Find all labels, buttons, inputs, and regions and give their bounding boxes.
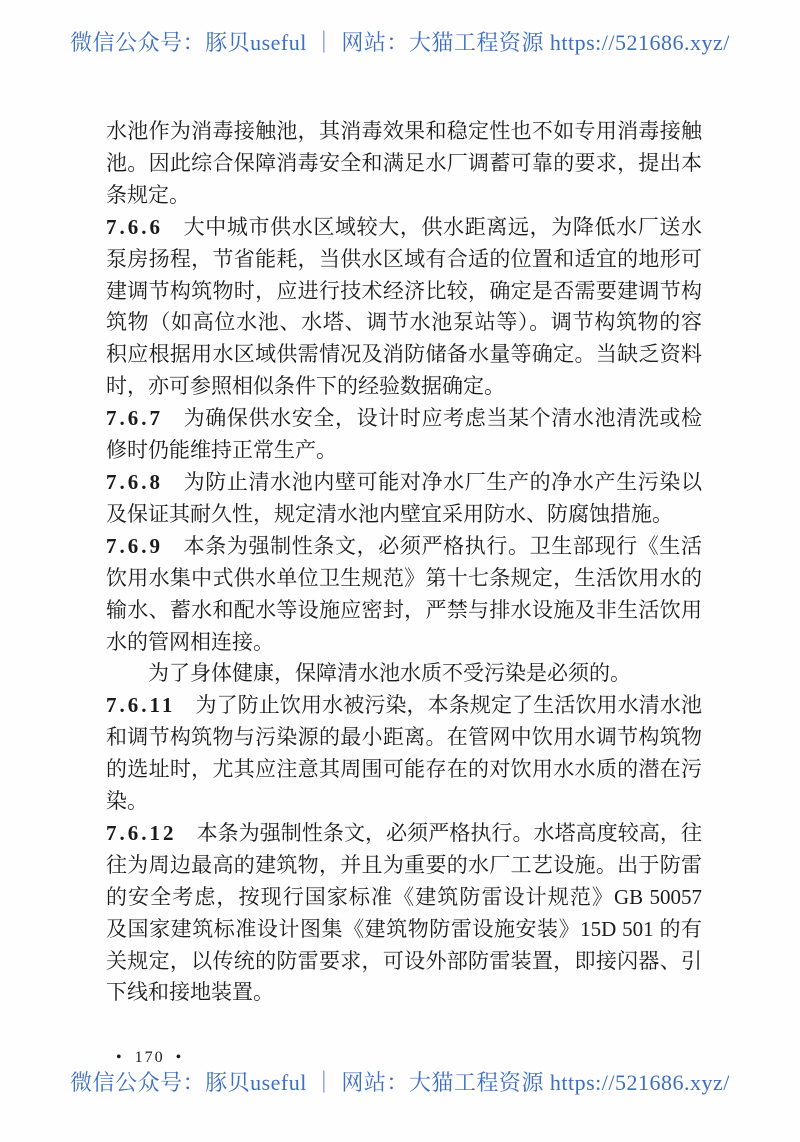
clause-text: 本条为强制性条文，必须严格执行。卫生部现行《生活饮用水集中式供水单位卫生规范》第十七条规定，生活饮用水的输水、蓄水和配水等设施应密封，严禁与排水设施及非生活饮用水的管网相连接。 [106, 533, 702, 654]
clause-number: 7.6.7 [106, 406, 163, 431]
clause-number: 7.6.8 [106, 469, 163, 494]
clause-7.6.11 [106, 690, 702, 818]
clause-7.6.6 [106, 212, 702, 403]
paragraph [106, 116, 702, 212]
clause-text: 大中城市供水区域较大，供水距离远，为降低水厂送水泵房扬程，节省能耗，当供水区域有合适的位置和适宜的地形可建调节构筑物时，应进行技术经济比较，确定是否需要建调节构筑物（如高位水池、水塔、调节水池泵站等）。调节构筑物的容积应根据用水区域供需情况及消防储备水量等确定。当缺乏资料时，亦可参照相似条件下的经验数据确定。 [106, 214, 702, 399]
clause-7.6.9 [106, 531, 702, 659]
footer-watermark: 微信公众号：豚贝useful ｜ 网站：大猫工程资源 https://521686.xyz/ [70, 1070, 730, 1095]
document-body [106, 116, 702, 1009]
header-watermark: 微信公众号：豚贝useful ｜ 网站：大猫工程资源 https://521686.xyz/ [70, 30, 730, 55]
clause-text: 水池作为消毒接触池，其消毒效果和稳定性也不如专用消毒接触池。因此综合保障消毒安全和满足水厂调蓄可靠的要求，提出本条规定。 [106, 119, 702, 207]
clause-7.6.12 [106, 818, 702, 1009]
clause-text: 为了防止饮用水被污染，本条规定了生活饮用水清水池和调节构筑物与污染源的最小距离。在管网中饮用水调节构筑物的选址时，尤其应注意其周围可能存在的对饮用水水质的潜在污染。 [106, 693, 702, 814]
clause-text: 本条为强制性条文，必须严格执行。水塔高度较高，往往为周边最高的建筑物，并且为重要的水厂工艺设施。出于防雷的安全考虑，按现行国家标准《建筑防雷设计规范》GB 50057 及国家建筑标准设计图集《建筑物防雷设施安装》15D 501 的有关规定，以传统的防雷要求，可设外部防雷装置，即接闪器、引下线和接地装置。 [106, 820, 702, 1005]
clause-number: 7.6.12 [106, 820, 177, 845]
clause-number: 7.6.11 [106, 693, 176, 718]
clause-number: 7.6.9 [106, 533, 163, 558]
clause-text: 为确保供水安全，设计时应考虑当某个清水池清洗或检修时仍能维持正常生产。 [106, 406, 702, 463]
page-number: • 170 • [116, 1049, 184, 1066]
clause-text: 为防止清水池内壁可能对净水厂生产的净水产生污染以及保证其耐久性，规定清水池内壁宜采用防水、防腐蚀措施。 [106, 469, 702, 526]
clause-7.6.8 [106, 467, 702, 531]
clause-text: 为了身体健康，保障清水池水质不受污染是必须的。 [148, 661, 631, 686]
clause-7.6.7 [106, 403, 702, 467]
paragraph [106, 658, 702, 690]
clause-number: 7.6.6 [106, 214, 163, 239]
